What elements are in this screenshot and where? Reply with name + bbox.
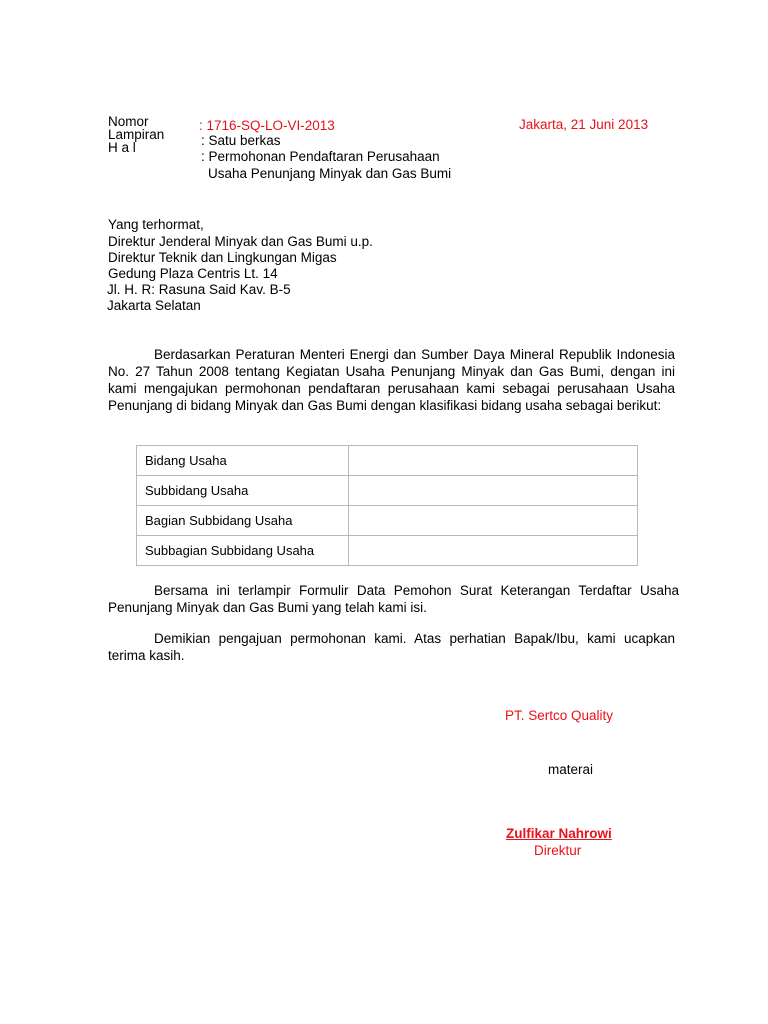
recipient-greeting: Yang terhormat, [108, 217, 204, 232]
table-cell-value [349, 536, 638, 566]
table-row [137, 536, 638, 566]
body-paragraph-2 [108, 582, 679, 616]
body-paragraph-3 [108, 630, 675, 664]
recipient-line4: Jl. H. R: Rasuna Said Kav. B-5 [107, 282, 291, 297]
body-paragraph-1 [108, 346, 675, 414]
table-row [137, 506, 638, 536]
lampiran-value: : Satu berkas [201, 133, 281, 148]
classification-table [136, 445, 638, 566]
hal-label: H a l [108, 140, 136, 155]
table-row [137, 446, 638, 476]
table-cell-label: Bagian Subbidang Usaha [137, 506, 349, 536]
signature-stamp-note: materai [548, 762, 594, 777]
body-paragraph-1-text: Berdasarkan Peraturan Menteri Energi dan Sumber Daya Mineral Republik Indonesia No. 27 Tahun 2008 tentang Kegiatan Usaha Penunjang Minyak dan Gas Bumi, dengan ini kami mengajukan permohonan pendaftaran perusahaan kami sebagai perusahaan Usaha Penunjang di bidang Minyak dan Gas Bumi dengan klasifikasi bidang usaha sebagai berikut: [108, 347, 675, 413]
signature-company: PT. Sertco Quality [505, 708, 614, 723]
lampiran-label: Lampiran [108, 127, 165, 142]
nomor-label: Nomor [108, 114, 149, 129]
table-cell-value [349, 476, 638, 506]
nomor-value: : 1716-SQ-LO-VI-2013 [199, 118, 335, 133]
body-paragraph-2-text: Bersama ini terlampir Formulir Data Pemohon Surat Keterangan Terdaftar Usaha Penunjang Minyak dan Gas Bumi yang telah kami isi. [108, 583, 679, 615]
table-cell-label: Subbagian Subbidang Usaha [137, 536, 349, 566]
place-date: Jakarta, 21 Juni 2013 [519, 117, 649, 132]
recipient-line3: Gedung Plaza Centris Lt. 14 [108, 266, 278, 281]
table-row [137, 476, 638, 506]
signature-name: Zulfikar Nahrowi [506, 826, 612, 841]
table-cell-value [349, 446, 638, 476]
hal-value-line2: Usaha Penunjang Minyak dan Gas Bumi [208, 166, 452, 181]
recipient-line5: Jakarta Selatan [107, 298, 201, 313]
recipient-line1: Direktur Jenderal Minyak dan Gas Bumi u.p. [108, 234, 373, 249]
body-paragraph-3-text: Demikian pengajuan permohonan kami. Atas perhatian Bapak/Ibu, kami ucapkan terima kasih. [108, 631, 675, 663]
table-cell-label: Subbidang Usaha [137, 476, 349, 506]
table-cell-label: Bidang Usaha [137, 446, 349, 476]
hal-value-line1: : Permohonan Pendaftaran Perusahaan [201, 149, 440, 164]
recipient-line2: Direktur Teknik dan Lingkungan Migas [108, 250, 337, 265]
table-cell-value [349, 506, 638, 536]
signature-title: Direktur [534, 843, 582, 858]
